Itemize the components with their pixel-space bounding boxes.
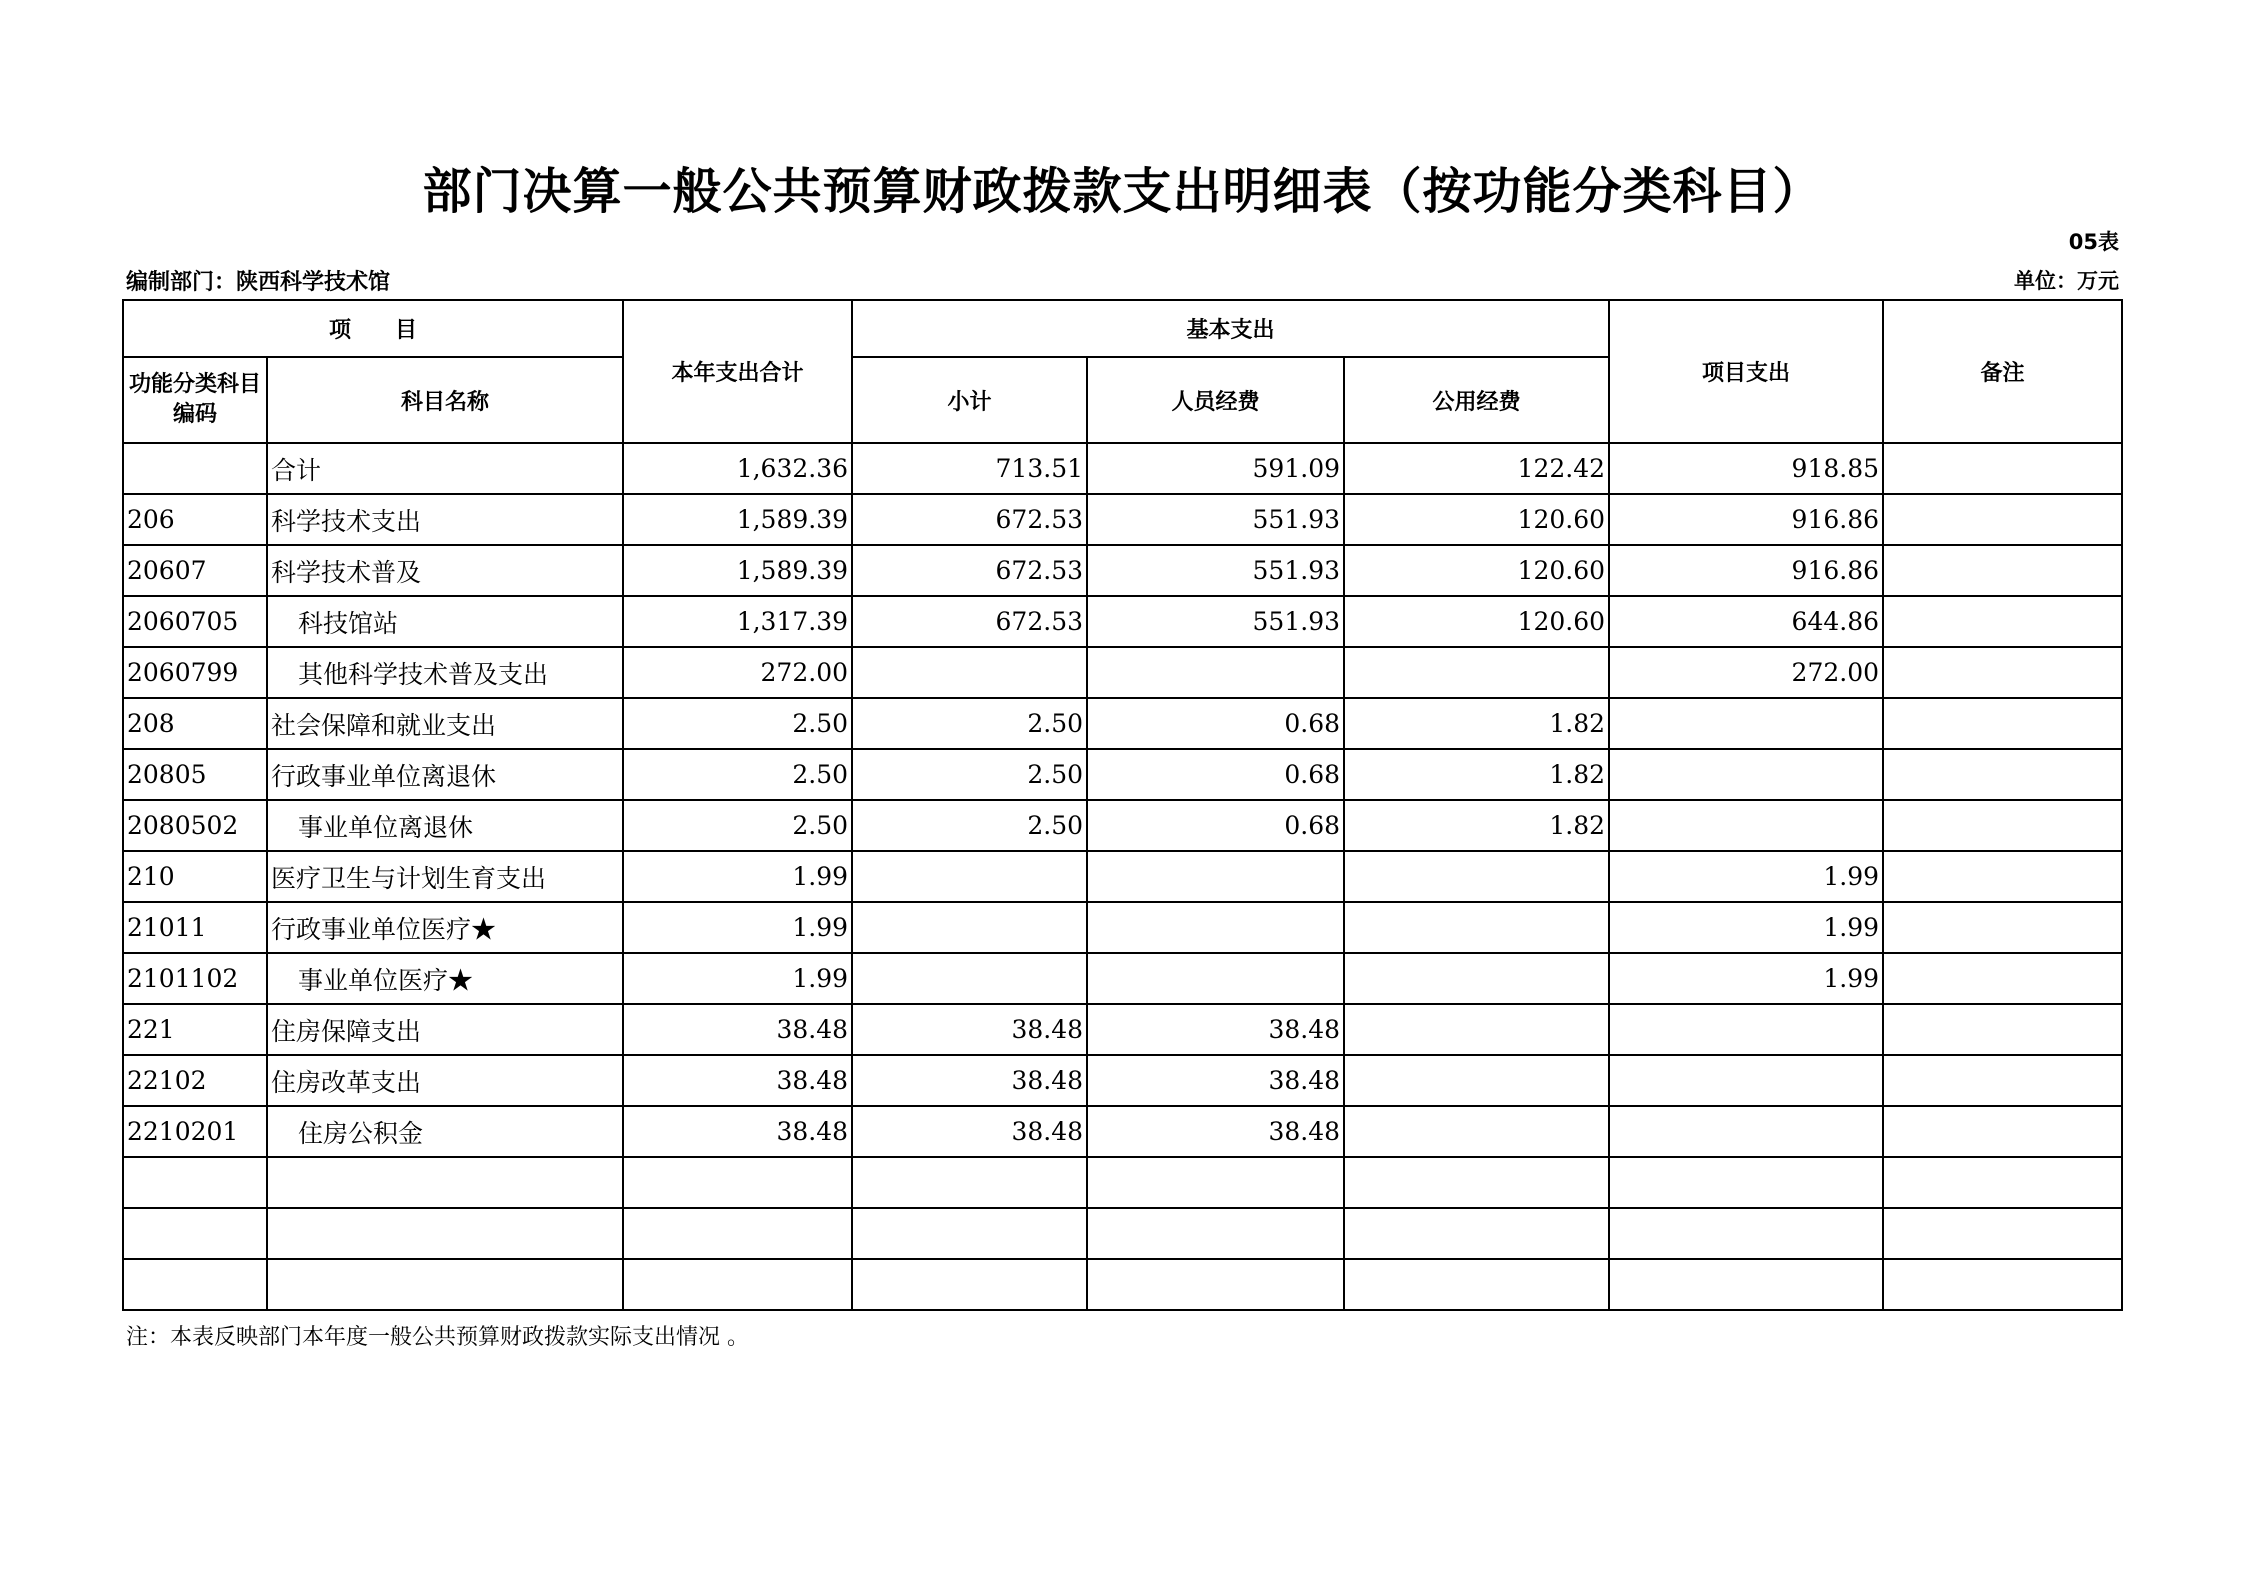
unit-label: 单位：万元 <box>2014 269 2119 293</box>
header-subtotal: 小计 <box>852 357 1087 443</box>
table-row <box>123 851 2122 902</box>
cell-name: 科学技术支出 <box>267 494 623 545</box>
cell-remark <box>1883 800 2122 851</box>
cell-remark <box>1883 1259 2122 1310</box>
cell-personnel: 0.68 <box>1087 800 1344 851</box>
table-row <box>123 800 2122 851</box>
cell-remark <box>1883 494 2122 545</box>
cell-project <box>1609 1157 1883 1208</box>
cell-project: 1.99 <box>1609 953 1883 1004</box>
cell-code: 208 <box>123 698 267 749</box>
cell-total <box>623 1259 852 1310</box>
cell-code: 2060705 <box>123 596 267 647</box>
cell-remark <box>1883 851 2122 902</box>
cell-subtotal: 2.50 <box>852 800 1087 851</box>
cell-total: 1.99 <box>623 851 852 902</box>
cell-code <box>123 1208 267 1259</box>
cell-name <box>267 1157 623 1208</box>
cell-subtotal: 672.53 <box>852 596 1087 647</box>
cell-subtotal: 38.48 <box>852 1106 1087 1157</box>
header-public: 公用经费 <box>1344 357 1609 443</box>
cell-subtotal <box>852 851 1087 902</box>
cell-public: 120.60 <box>1344 494 1609 545</box>
cell-public: 120.60 <box>1344 596 1609 647</box>
cell-personnel <box>1087 902 1344 953</box>
cell-project: 1.99 <box>1609 851 1883 902</box>
cell-remark <box>1883 545 2122 596</box>
cell-name: 医疗卫生与计划生育支出 <box>267 851 623 902</box>
cell-public <box>1344 1157 1609 1208</box>
cell-remark <box>1883 596 2122 647</box>
cell-remark <box>1883 647 2122 698</box>
cell-public <box>1344 1055 1609 1106</box>
cell-project <box>1609 749 1883 800</box>
cell-name: 住房改革支出 <box>267 1055 623 1106</box>
cell-code <box>123 1157 267 1208</box>
cell-subtotal: 713.51 <box>852 443 1087 494</box>
expenditure-table <box>122 299 2123 1311</box>
cell-total <box>623 1208 852 1259</box>
table-row <box>123 749 2122 800</box>
page-title: 部门决算一般公共预算财政拨款支出明细表（按功能分类科目） <box>422 163 1823 220</box>
cell-code: 2080502 <box>123 800 267 851</box>
cell-project: 644.86 <box>1609 596 1883 647</box>
cell-public <box>1344 1004 1609 1055</box>
cell-subtotal <box>852 1208 1087 1259</box>
cell-total: 1.99 <box>623 902 852 953</box>
cell-total: 2.50 <box>623 800 852 851</box>
cell-public: 1.82 <box>1344 749 1609 800</box>
cell-public: 1.82 <box>1344 800 1609 851</box>
cell-remark <box>1883 1055 2122 1106</box>
cell-total: 2.50 <box>623 698 852 749</box>
table-row <box>123 902 2122 953</box>
cell-name: 其他科学技术普及支出 <box>267 647 623 698</box>
cell-total: 272.00 <box>623 647 852 698</box>
cell-subtotal: 2.50 <box>852 749 1087 800</box>
cell-remark <box>1883 698 2122 749</box>
table-row <box>123 443 2122 494</box>
cell-subtotal <box>852 902 1087 953</box>
cell-public <box>1344 851 1609 902</box>
cell-personnel: 0.68 <box>1087 698 1344 749</box>
cell-code <box>123 443 267 494</box>
cell-public <box>1344 1106 1609 1157</box>
cell-name: 科技馆站 <box>267 596 623 647</box>
cell-personnel <box>1087 647 1344 698</box>
cell-subtotal <box>852 647 1087 698</box>
table-row <box>123 1208 2122 1259</box>
cell-remark <box>1883 749 2122 800</box>
cell-project <box>1609 1106 1883 1157</box>
cell-personnel <box>1087 1208 1344 1259</box>
cell-project <box>1609 800 1883 851</box>
cell-public: 1.82 <box>1344 698 1609 749</box>
cell-subtotal: 38.48 <box>852 1004 1087 1055</box>
cell-personnel <box>1087 953 1344 1004</box>
cell-total: 38.48 <box>623 1106 852 1157</box>
table-row <box>123 494 2122 545</box>
cell-project <box>1609 1259 1883 1310</box>
cell-public <box>1344 902 1609 953</box>
cell-code: 210 <box>123 851 267 902</box>
cell-name: 事业单位离退休 <box>267 800 623 851</box>
cell-name: 事业单位医疗★ <box>267 953 623 1004</box>
form-number: 05表 <box>2068 230 2119 254</box>
cell-code: 20607 <box>123 545 267 596</box>
cell-personnel <box>1087 1157 1344 1208</box>
cell-project: 272.00 <box>1609 647 1883 698</box>
cell-project: 916.86 <box>1609 545 1883 596</box>
cell-personnel: 551.93 <box>1087 596 1344 647</box>
cell-code: 2101102 <box>123 953 267 1004</box>
cell-public <box>1344 953 1609 1004</box>
cell-personnel: 38.48 <box>1087 1106 1344 1157</box>
table-row <box>123 1004 2122 1055</box>
cell-total: 1,589.39 <box>623 545 852 596</box>
cell-remark <box>1883 1157 2122 1208</box>
table-row <box>123 647 2122 698</box>
header-item: 项 目 <box>123 300 623 357</box>
cell-project: 916.86 <box>1609 494 1883 545</box>
cell-project <box>1609 1055 1883 1106</box>
cell-public <box>1344 647 1609 698</box>
cell-personnel: 38.48 <box>1087 1004 1344 1055</box>
cell-personnel: 0.68 <box>1087 749 1344 800</box>
cell-total: 1,317.39 <box>623 596 852 647</box>
cell-remark <box>1883 443 2122 494</box>
cell-subtotal: 38.48 <box>852 1055 1087 1106</box>
header-personnel: 人员经费 <box>1087 357 1344 443</box>
cell-code: 21011 <box>123 902 267 953</box>
table-row <box>123 1055 2122 1106</box>
header-name: 科目名称 <box>267 357 623 443</box>
cell-subtotal: 672.53 <box>852 494 1087 545</box>
cell-subtotal <box>852 953 1087 1004</box>
cell-subtotal: 672.53 <box>852 545 1087 596</box>
cell-name: 行政事业单位离退休 <box>267 749 623 800</box>
cell-subtotal: 2.50 <box>852 698 1087 749</box>
cell-remark <box>1883 902 2122 953</box>
cell-code: 2210201 <box>123 1106 267 1157</box>
header-remark: 备注 <box>1883 300 2122 443</box>
cell-project <box>1609 1208 1883 1259</box>
cell-personnel <box>1087 851 1344 902</box>
cell-code: 20805 <box>123 749 267 800</box>
cell-name: 科学技术普及 <box>267 545 623 596</box>
cell-total: 38.48 <box>623 1004 852 1055</box>
cell-name: 住房保障支出 <box>267 1004 623 1055</box>
cell-personnel: 38.48 <box>1087 1055 1344 1106</box>
footnote: 注：本表反映部门本年度一般公共预算财政拨款实际支出情况 。 <box>126 1325 749 1350</box>
table-row <box>123 1157 2122 1208</box>
cell-remark <box>1883 1106 2122 1157</box>
department-label: 编制部门：陕西科学技术馆 <box>126 270 391 295</box>
header-code: 功能分类科目编码 <box>123 357 267 443</box>
cell-public: 120.60 <box>1344 545 1609 596</box>
cell-total: 2.50 <box>623 749 852 800</box>
cell-remark <box>1883 1208 2122 1259</box>
cell-subtotal <box>852 1157 1087 1208</box>
cell-name: 行政事业单位医疗★ <box>267 902 623 953</box>
cell-name: 社会保障和就业支出 <box>267 698 623 749</box>
cell-total: 1,632.36 <box>623 443 852 494</box>
cell-name: 住房公积金 <box>267 1106 623 1157</box>
cell-personnel: 551.93 <box>1087 545 1344 596</box>
cell-name <box>267 1208 623 1259</box>
table-row <box>123 596 2122 647</box>
cell-personnel <box>1087 1259 1344 1310</box>
cell-personnel: 551.93 <box>1087 494 1344 545</box>
header-total: 本年支出合计 <box>623 300 852 443</box>
cell-subtotal <box>852 1259 1087 1310</box>
cell-remark <box>1883 953 2122 1004</box>
cell-code: 206 <box>123 494 267 545</box>
cell-total: 1,589.39 <box>623 494 852 545</box>
cell-remark <box>1883 1004 2122 1055</box>
cell-name: 合计 <box>267 443 623 494</box>
cell-project: 1.99 <box>1609 902 1883 953</box>
table-row <box>123 1106 2122 1157</box>
cell-public: 122.42 <box>1344 443 1609 494</box>
cell-code: 22102 <box>123 1055 267 1106</box>
cell-total <box>623 1157 852 1208</box>
table-row <box>123 1259 2122 1310</box>
table-row <box>123 698 2122 749</box>
header-basic: 基本支出 <box>852 300 1609 357</box>
header-project: 项目支出 <box>1609 300 1883 443</box>
cell-project <box>1609 1004 1883 1055</box>
cell-project <box>1609 698 1883 749</box>
cell-total: 1.99 <box>623 953 852 1004</box>
table-body <box>123 443 2122 1310</box>
cell-project: 918.85 <box>1609 443 1883 494</box>
cell-personnel: 591.09 <box>1087 443 1344 494</box>
cell-name <box>267 1259 623 1310</box>
cell-code <box>123 1259 267 1310</box>
cell-total: 38.48 <box>623 1055 852 1106</box>
table-row <box>123 545 2122 596</box>
table-row <box>123 953 2122 1004</box>
cell-public <box>1344 1208 1609 1259</box>
cell-code: 2060799 <box>123 647 267 698</box>
cell-code: 221 <box>123 1004 267 1055</box>
cell-public <box>1344 1259 1609 1310</box>
